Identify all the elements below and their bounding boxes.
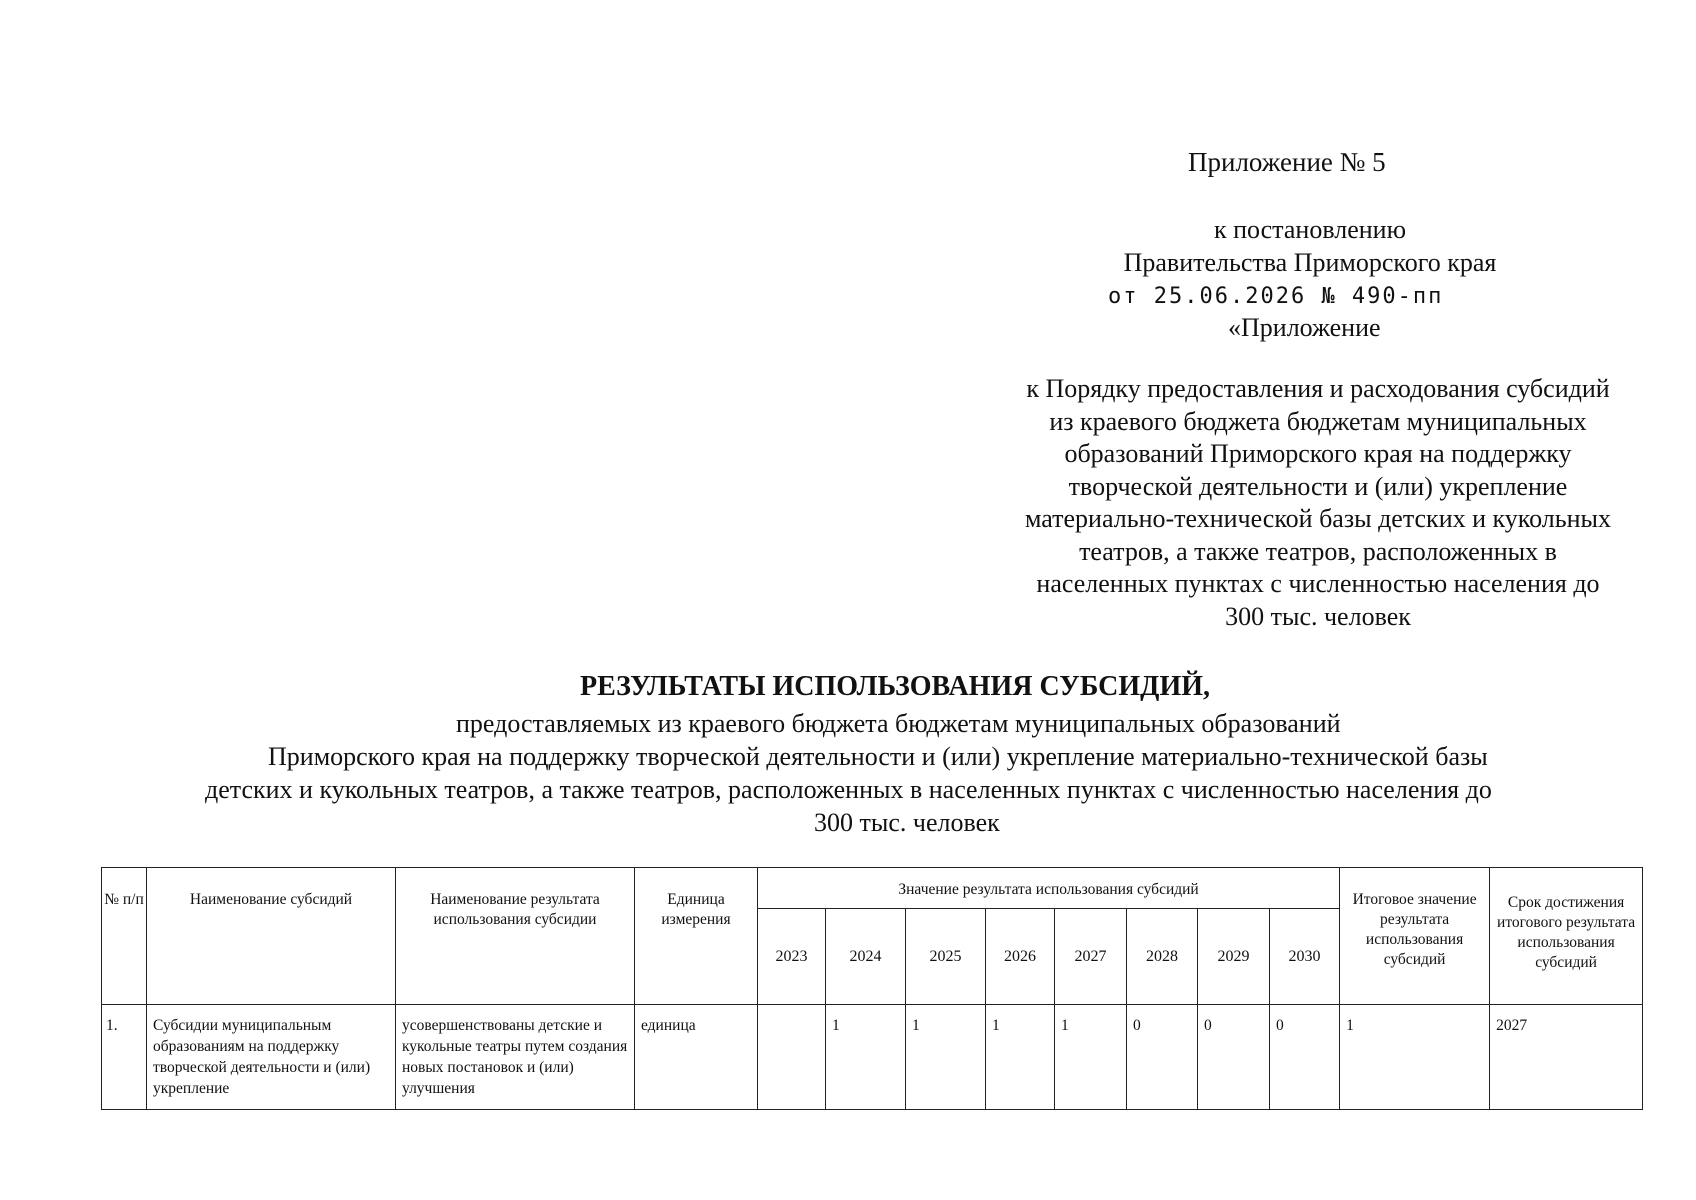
header-year: 2023 [758, 909, 826, 1005]
header-subsidy: Наименование субсидий [147, 868, 396, 1005]
cell-value: 1 [906, 1005, 986, 1110]
cell-value: 0 [1198, 1005, 1270, 1110]
cell-value: 1 [986, 1005, 1055, 1110]
document-subtitle-line: 300 тыс. человек [814, 808, 1000, 837]
cell-num: 1. [102, 1005, 147, 1110]
cell-value [758, 1005, 826, 1110]
header-year: 2024 [826, 909, 906, 1005]
document-subtitle-line: Приморского края на поддержку творческой деятельности и (или) укрепление материально-технической базы [268, 742, 1488, 771]
header-year: 2026 [986, 909, 1055, 1005]
document-subtitle-line: детских и кукольных театров, а также театров, расположенных в населенных пунктах с численностью населения до [205, 775, 1492, 804]
header-values-group: Значение результата использования субсидий [758, 868, 1340, 909]
header-year: 2027 [1055, 909, 1127, 1005]
document-subtitle-line: предоставляемых из краевого бюджета бюджетам муниципальных образований [456, 709, 1341, 738]
header-unit: Единица измерения [635, 868, 758, 1005]
cell-value: 0 [1127, 1005, 1198, 1110]
order-line: населенных пунктах с численностью населения до [1036, 569, 1600, 598]
cell-unit: единица [635, 1005, 758, 1110]
order-line: театров, а также театров, расположенных в [1079, 536, 1557, 566]
cell-deadline: 2027 [1490, 1005, 1643, 1110]
header-year: 2028 [1127, 909, 1198, 1005]
annex-block [1080, 213, 1540, 279]
header-num: № п/п [102, 868, 147, 1005]
annex-line-2: Правительства Приморского края [1123, 248, 1497, 277]
order-line: к Порядку предоставления и расходования субсидий [1026, 374, 1610, 403]
order-line: материально-технической базы детских и кукольных [1025, 504, 1611, 533]
cell-result: усовершенствованы детские и кукольные театры путем создания новых постановок и (или) улучшения [396, 1005, 635, 1110]
header-year: 2030 [1270, 909, 1340, 1005]
annex-line-1: к постановлению [1213, 215, 1407, 244]
order-line: из краевого бюджета бюджетам муниципальных [1049, 406, 1587, 436]
order-line: творческой деятельности и (или) укрепление [1068, 471, 1568, 501]
table-row [102, 1005, 1643, 1110]
header-total: Итоговое значение результата использования субсидий [1340, 868, 1490, 1005]
annex-quote: «Приложение [1228, 313, 1381, 342]
cell-value: 1 [1055, 1005, 1127, 1110]
annex-title: Приложение № 5 [1188, 147, 1386, 177]
header-year: 2025 [906, 909, 986, 1005]
header-year: 2029 [1198, 909, 1270, 1005]
header-result: Наименование результата использования субсидии [396, 868, 635, 1005]
cell-subsidy: Субсидии муниципальным образованиям на поддержку творческой деятельности и (или) укрепление [147, 1005, 396, 1110]
annex-stamp: от 25.06.2026 № 490-пп [1108, 284, 1444, 309]
order-reference [968, 373, 1668, 633]
cell-total: 1 [1340, 1005, 1490, 1110]
cell-value: 1 [826, 1005, 906, 1110]
cell-value: 0 [1270, 1005, 1340, 1110]
order-line: образований Приморского края на поддержку [1064, 439, 1572, 468]
header-deadline: Срок достижения итогового результата использования субсидий [1490, 868, 1643, 1005]
document-title: РЕЗУЛЬТАТЫ ИСПОЛЬЗОВАНИЯ СУБСИДИЙ, [579, 671, 1210, 702]
results-table [101, 867, 1643, 1110]
order-line: 300 тыс. человек [1225, 601, 1411, 631]
